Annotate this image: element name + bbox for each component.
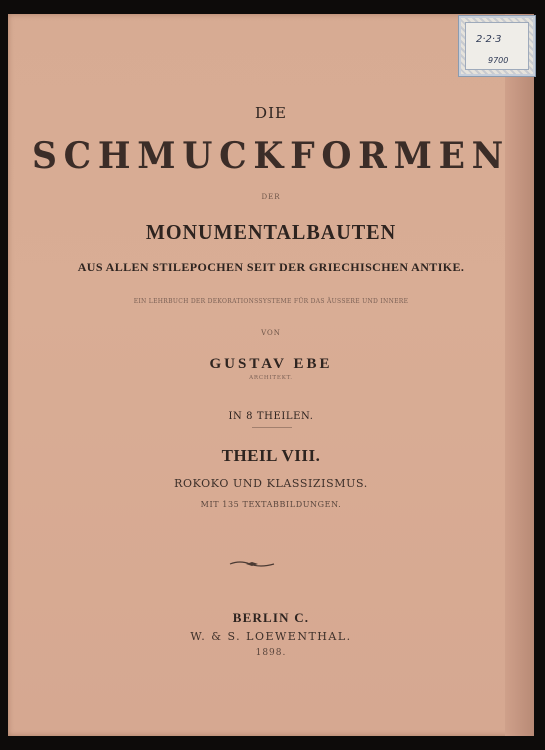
imprint-city: BERLIN C. [232, 610, 310, 625]
imprint-year: 1898. [255, 648, 287, 658]
author-name: GUSTAV EBE [209, 356, 333, 372]
title-connector: DER [261, 193, 281, 201]
subtitle: MONUMENTALBAUTEN [145, 220, 397, 244]
illustrations-note: MIT 135 TEXTABBILDUNGEN. [200, 500, 342, 509]
main-title: SCHMUCKFORMEN [32, 135, 510, 177]
volume-subject: ROKOKO UND KLASSIZISMUS. [174, 477, 368, 490]
page-edge-shadow [505, 14, 534, 736]
volume-number: THEIL VIII. [221, 446, 321, 465]
description-line: EIN LEHRBUCH DER DEKORATIONSSYSTEME FÜR DAS ÄUSSERE UND INNERE [133, 298, 409, 305]
stamp-handwritten-code: 9700 [488, 56, 509, 65]
author-role: ARCHITEKT. [249, 375, 293, 381]
library-stamp [458, 15, 536, 77]
ornament-flourish-icon [228, 558, 276, 570]
title-article: DIE [255, 104, 287, 122]
stamp-handwritten-number: 2·2·3 [476, 34, 502, 45]
epochs-line: AUS ALLEN STILEPOCHEN SEIT DER GRIECHISCHEN ANTIKE. [77, 260, 465, 274]
parts-count: IN 8 THEILEN. [228, 411, 314, 422]
divider-rule [252, 427, 292, 428]
imprint-publisher: W. & S. LOEWENTHAL. [190, 630, 352, 643]
by-line: VON [261, 329, 281, 337]
